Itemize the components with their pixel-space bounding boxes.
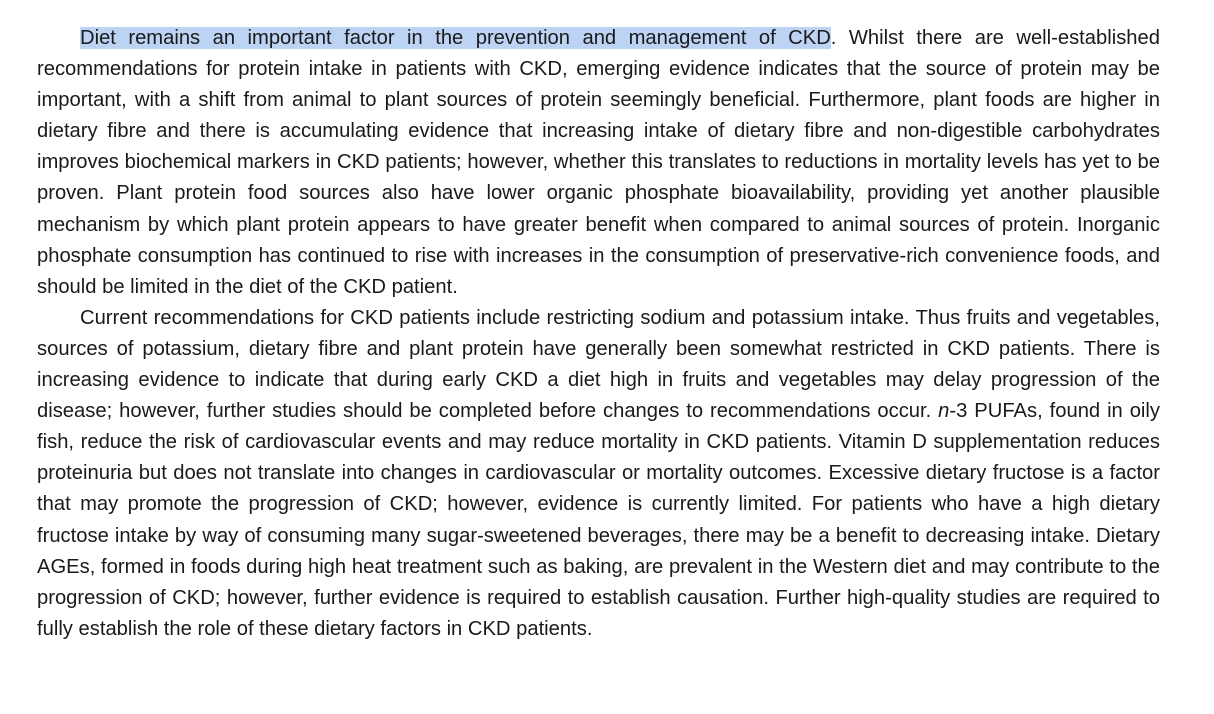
paragraph-2 [37,303,1160,645]
italic-n: n [938,400,950,423]
paragraph-1-text: . Whilst there are well-established recommendations for protein intake in patients with CKD, emerging evidence indicates that the source of protein may be important, with a shift from animal to plant sources of protein seemingly beneficial. Furthermore, plant foods are higher in dietary fibre and there is accumulating evidence that increasing intake of dietary fibre and non-digestible carbohydrates improves biochemical markers in CKD patients; however, whether this translates to reductions in mortality levels has yet to be proven. Plant protein food sources also have lower organic phosphate bioavailability, providing yet another plausible mechanism by which plant protein appears to have greater benefit when compared to animal sources of protein. Inorganic phosphate consumption has continued to rise with increases in the consumption of preservative-rich convenience foods, and should be limited in the diet of the CKD patient. [37,27,1160,298]
paragraph-1 [37,23,1160,303]
paragraph-2-text-end: -3 PUFAs, found in oily fish, reduce the risk of cardiovascular events and may reduce mortality in CKD patients. Vitamin D supplementation reduces proteinuria but does not translate into changes in cardiovascular or mortality outcomes. Excessive dietary fructose is a factor that may promote the progression of CKD; however, evidence is currently limited. For patients who have a high dietary fructose intake by way of consuming many sugar-sweetened beverages, there may be a benefit to decreasing intake. Dietary AGEs, formed in foods during high heat treatment such as baking, are prevalent in the Western diet and may contribute to the progression of CKD; however, further evidence is required to establish causation. Further high-quality studies are required to fully establish the role of these dietary factors in CKD patients. [37,400,1160,640]
document-body [37,23,1160,645]
paragraph-2-text-start: Current recommendations for CKD patients include restricting sodium and potassium intake. Thus fruits and vegetables, sources of potassium, dietary fibre and plant protein have generally been somewhat restricted in CKD patients. There is increasing evidence to indicate that during early CKD a diet high in fruits and vegetables may delay progression of the disease; however, further studies should be completed before changes to recommendations occur. [37,306,1160,423]
selected-text[interactable]: Diet remains an important factor in the prevention and management of CKD [80,27,831,49]
